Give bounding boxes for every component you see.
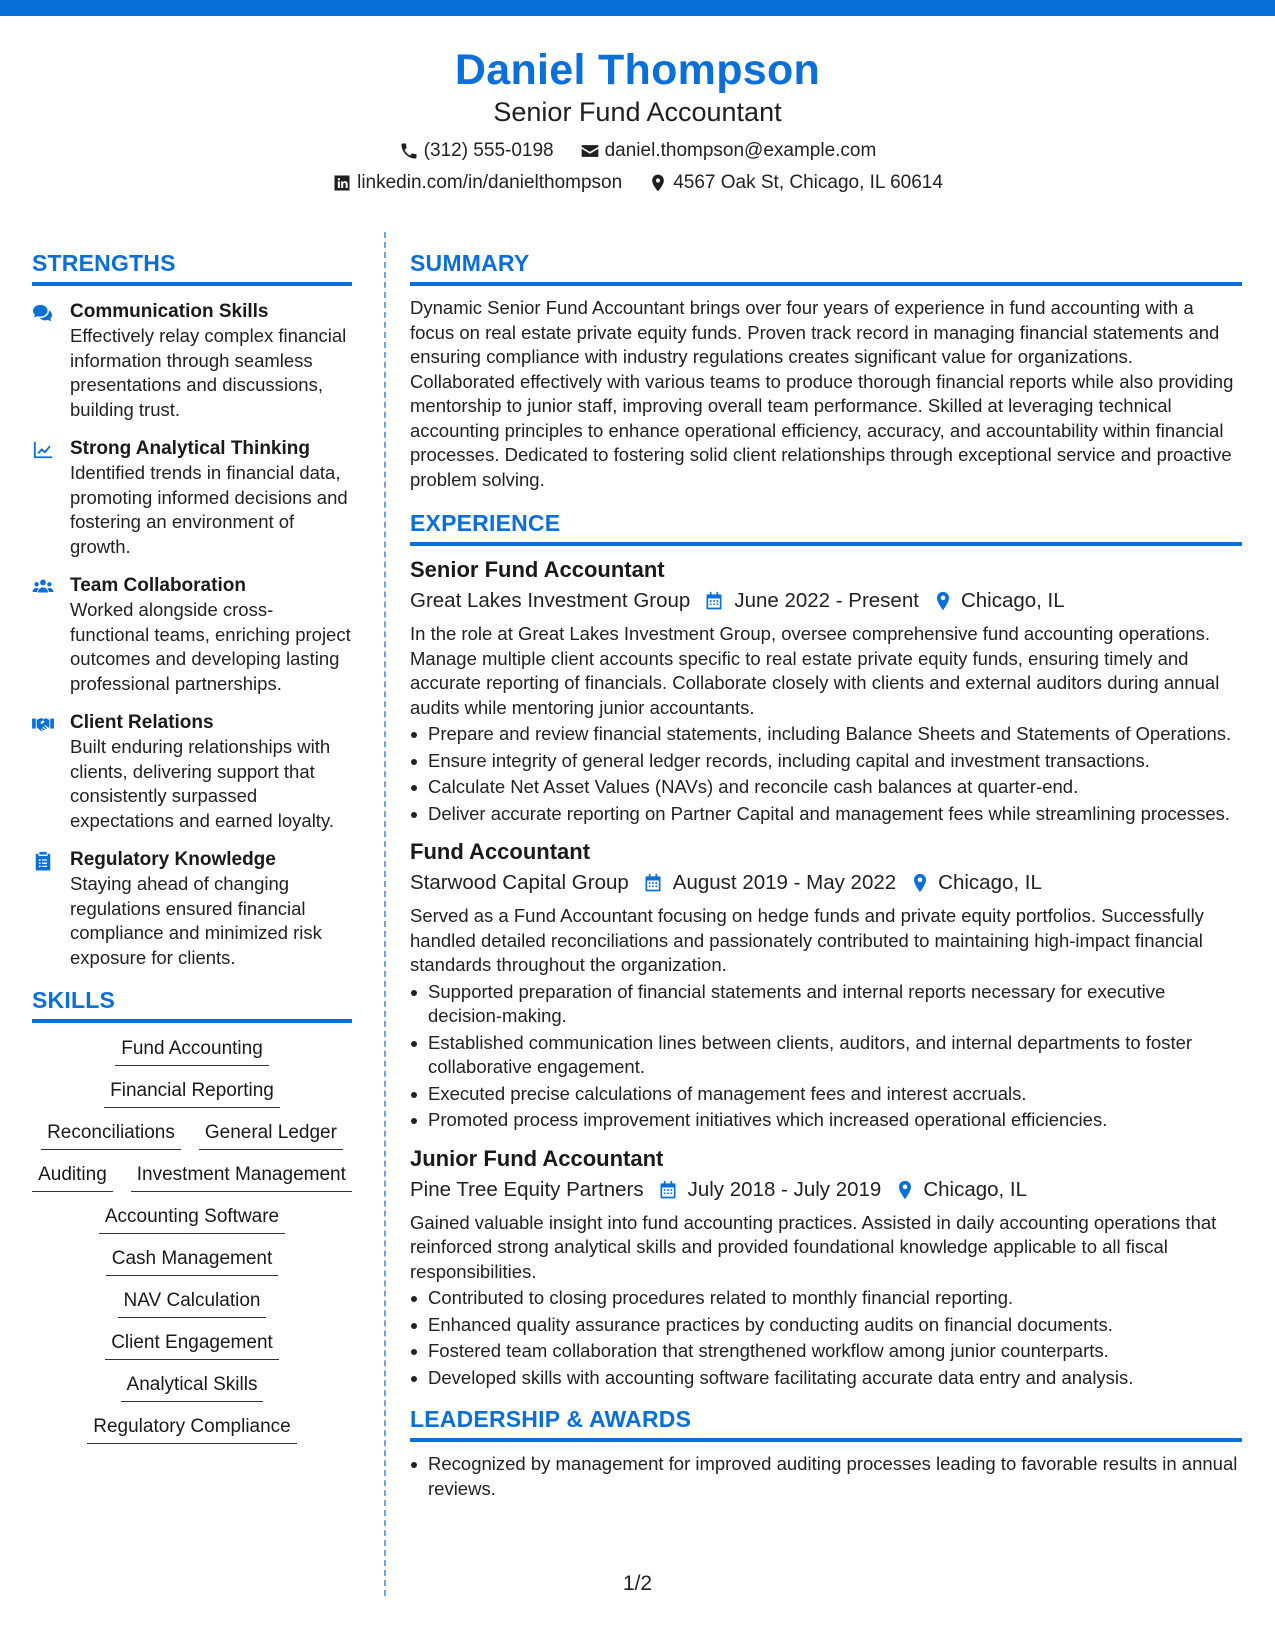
strength-item [32, 437, 352, 559]
users-icon [32, 577, 54, 597]
resume-header [0, 42, 1275, 195]
job-dates: July 2018 - July 2019 [687, 1177, 882, 1201]
map-marker-icon [933, 591, 953, 611]
phone-contact[interactable] [399, 139, 554, 163]
strength-item [32, 711, 352, 833]
bullet-item: Prepare and review financial statements, including Balance Sheets and Statements of Operations. [410, 722, 1242, 747]
skill-tag: Fund Accounting [115, 1037, 269, 1066]
bullet-item: Established communication lines between clients, auditors, and internal departments to foster collaborative engagement. [410, 1031, 1242, 1080]
awards-list [410, 1452, 1242, 1501]
linkedin-contact[interactable] [332, 171, 622, 195]
address-contact [648, 171, 943, 195]
phone-text: (312) 555-0198 [423, 140, 554, 161]
bullet-item: Promoted process improvement initiatives which increased operational efficiencies. [410, 1108, 1242, 1133]
summary-text: Dynamic Senior Fund Accountant brings over four years of experience in fund accounting with a focus on real estate private equity funds. Proven track record in managing financial statements and ensuring compliance with industry regulations creates significant value for organizations. Collaborated effectively with various teams to produce thorough financial reports while also providing mentorship to junior staff, improving overall team performance. Skilled at leveraging technical accounting principles to enhance operational efficiency, accuracy, and accountability within financial processes. Dedicated to fostering solid client relationships through exceptional service and proactive problem solving. [410, 297, 1234, 490]
job-location: Chicago, IL [923, 1177, 1028, 1201]
strength-desc: Identified trends in financial data, promoting informed decisions and fostering an environment of growth. [70, 462, 348, 557]
address-text: 4567 Oak St, Chicago, IL 60614 [673, 172, 943, 193]
job-description: In the role at Great Lakes Investment Group, oversee comprehensive fund accounting operations. Manage multiple client accounts specific to real estate private equity funds, ensuring timely and accurate reporting of financials. Collaborate closely with clients and external auditors during annual audits while mentoring junior accountants. [410, 623, 1220, 718]
job-entry [410, 556, 1242, 826]
strength-desc: Staying ahead of changing regulations ensured financial compliance and minimized risk exposure for clients. [70, 873, 322, 968]
skill-tag: General Ledger [199, 1121, 343, 1150]
calendar-icon [643, 873, 663, 893]
phone-icon [399, 141, 419, 161]
job-title: Senior Fund Accountant [410, 557, 665, 582]
right-column [410, 248, 1242, 1503]
contact-row-2 [0, 171, 1275, 195]
map-marker-icon [910, 873, 930, 893]
job-bullets [410, 722, 1242, 826]
strength-title: Team Collaboration [70, 575, 246, 596]
envelope-icon [580, 141, 600, 161]
job-company: Pine Tree Equity Partners [410, 1177, 644, 1201]
strengths-heading: STRENGTHS [32, 248, 352, 286]
award-item: Recognized by management for improved auditing processes leading to favorable results in annual reviews. [410, 1452, 1242, 1501]
job-entry [410, 838, 1242, 1133]
strength-item [32, 848, 352, 970]
candidate-title: Senior Fund Accountant [493, 97, 782, 127]
skill-tag: Accounting Software [99, 1205, 285, 1234]
bullet-item: Executed precise calculations of management fees and interest accruals. [410, 1082, 1242, 1107]
page-number: 1/2 [622, 1572, 653, 1595]
experience-heading: EXPERIENCE [410, 508, 1242, 546]
strength-item [32, 574, 352, 696]
strength-desc: Worked alongside cross-functional teams, enriching project outcomes and developing lasting professional partnerships. [70, 599, 351, 694]
strength-title: Strong Analytical Thinking [70, 438, 310, 459]
skill-tag: Financial Reporting [104, 1079, 280, 1108]
bullet-item: Supported preparation of financial statements and internal reports necessary for executive decision-making. [410, 980, 1242, 1029]
job-location: Chicago, IL [938, 871, 1042, 894]
job-description: Gained valuable insight into fund accounting practices. Assisted in daily accounting operations that reinforced strong analytical skills and provided foundational knowledge applicable to all fiscal responsibilities. [410, 1211, 1217, 1282]
strength-desc: Effectively relay complex financial information through seamless presentations and discussions, building trust. [70, 325, 347, 420]
left-column [32, 248, 352, 1444]
bullet-item: Contributed to closing procedures related to monthly financial reporting. [410, 1286, 1242, 1311]
summary-heading: SUMMARY [410, 248, 1242, 286]
strength-desc: Built enduring relationships with clients, delivering support that consistently surpassed expectations and earned loyalty. [70, 736, 334, 831]
handshake-icon [32, 714, 54, 734]
strength-title: Communication Skills [70, 301, 269, 322]
top-accent-bar [0, 0, 1275, 16]
strength-item [32, 300, 352, 422]
job-title: Fund Accountant [410, 839, 591, 864]
job-meta [410, 869, 1242, 897]
contact-row-1 [0, 139, 1275, 163]
calendar-icon [658, 1180, 678, 1200]
email-contact[interactable] [580, 139, 877, 163]
comments-icon [32, 303, 54, 323]
job-description: Served as a Fund Accountant focusing on hedge funds and private equity portfolios. Successfully handled detailed reconciliations and passionately contributed to maintaining high-impact financial standards throughout the organization. [410, 905, 1204, 975]
bullet-item: Fostered team collaboration that strengthened workflow among junior counterparts. [410, 1339, 1242, 1364]
skills-heading: SKILLS [32, 985, 352, 1023]
calendar-icon [704, 591, 724, 611]
map-marker-icon [895, 1180, 915, 1200]
job-bullets [410, 980, 1242, 1133]
strength-title: Regulatory Knowledge [70, 849, 276, 870]
bullet-item: Enhanced quality assurance practices by conducting audits on financial documents. [410, 1313, 1242, 1338]
bullet-item: Calculate Net Asset Values (NAVs) and reconcile cash balances at quarter-end. [410, 775, 1242, 800]
strengths-list [32, 300, 352, 970]
skill-tag: Reconciliations [41, 1121, 181, 1150]
skills-list [32, 1037, 352, 1444]
bullet-item: Ensure integrity of general ledger records, including capital and investment transactions. [410, 749, 1242, 774]
awards-heading: LEADERSHIP & AWARDS [410, 1404, 1242, 1442]
skill-tag: Investment Management [131, 1163, 352, 1192]
job-dates: June 2022 - Present [734, 589, 919, 612]
job-dates: August 2019 - May 2022 [672, 871, 897, 894]
job-meta [410, 1176, 1242, 1204]
bullet-item: Developed skills with accounting software facilitating accurate data entry and analysis. [410, 1366, 1242, 1391]
clipboard-list-icon [32, 851, 54, 871]
bullet-item: Deliver accurate reporting on Partner Capital and management fees while streamlining processes. [410, 802, 1242, 827]
skill-tag: NAV Calculation [118, 1289, 267, 1318]
job-company: Starwood Capital Group [410, 871, 629, 894]
linkedin-icon [332, 173, 352, 193]
map-marker-icon [648, 173, 668, 193]
job-bullets [410, 1286, 1242, 1390]
skill-tag: Client Engagement [105, 1331, 279, 1360]
job-meta [410, 587, 1242, 615]
job-location: Chicago, IL [960, 589, 1065, 612]
strength-title: Client Relations [70, 712, 214, 733]
column-divider [384, 232, 386, 1596]
job-company: Great Lakes Investment Group [410, 589, 691, 612]
chart-line-icon [32, 440, 54, 460]
skill-tag: Auditing [32, 1163, 113, 1192]
linkedin-text: linkedin.com/in/danielthompson [357, 172, 623, 193]
email-text: daniel.thompson@example.com [604, 140, 877, 161]
job-entry [410, 1145, 1242, 1391]
candidate-name: Daniel Thompson [454, 46, 821, 94]
skill-tag: Cash Management [106, 1247, 279, 1276]
skill-tag: Regulatory Compliance [87, 1415, 297, 1444]
job-title: Junior Fund Accountant [410, 1145, 664, 1171]
skill-tag: Analytical Skills [121, 1373, 264, 1402]
